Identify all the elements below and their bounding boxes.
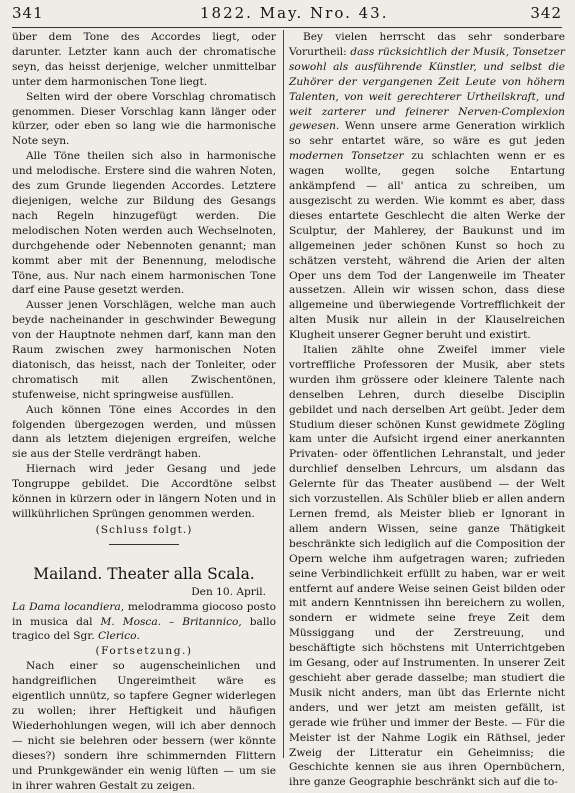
composer-name: M. Mosca [100, 615, 158, 628]
header-rule [12, 27, 562, 28]
section-title: Mailand. Theater alla Scala. [33, 564, 255, 583]
report-date: Den 10. April. [191, 585, 266, 598]
to-be-concluded-note: (Schluss folgt.) [95, 523, 193, 536]
right-paragraph-2: Italien zählte ohne Zweifel immer viele vortreffliche Professoren der Musik, aber stets wurden ihm grössere oder kleinere Talente nach denselben Lehren, durch dieselbe Disciplin gebildet und nach derselben Art geübt. Jeder dem Studium dieser schönen Kunst gewidmete Zögling kam unter die Aufsicht irgend einer anerkannten Privaten- oder öffentlichen Lehranstalt, und jeder durchlief denselben Lehrcurs, um alsdann das Gelernte für das Theater ausübend — der Welt sich vorzustellen. Als Schüler blieb er allen andern Lernen fremd, als Meister blieb er Ignorant in allem andern Wissen, seine ganze Thätigkeit beschränkte sich lediglich auf die Composition der Opern welche ihm aufgetragen waren; zufrieden seine Verbindlichkeit erfüllt zu haben, war er weit entfernt auf andere Weise seinen Geist bilden oder mit andern Kenntnissen ihn bereichern zu wollen, sondern er widmete seine freye Zeit dem Müssiggang und der Zerstreuung, und beschäftigte sich höchstens mit Unterrichtgeben im Gesang, oder auf Instrumenten. In unserer Zeit geschieht aber gerade dasselbe; man studiert die Musik nicht anders, man übt das Erlernte nicht anders, und wer jetzt am meisten gefällt, ist gerade wie früher und immer der Beste. — Für die Meister ist der Nahme Logik ein Räthsel, jeder Zweig der Litteratur ein Geheimniss; die Geschichte kennen sie aus ihren Opernbüchern, ihre ganze Geographie beschränkt sich auf die to- [289, 344, 565, 789]
left-paragraph-5: Auch können Töne eines Accordes in den folgenden übergezogen werden, und müssen dann als letztem diejenigen ergreifen, welche sie aus der Stelle verdrängt haben. [12, 403, 276, 461]
program-listing [12, 600, 276, 645]
right-p1-middle: Wenn unsere arme Generation wirklich so sehr entartet wäre, so wäre es gut jeden [289, 120, 565, 148]
opera-title: La Dama locandiera [12, 600, 121, 613]
left-paragraph-4: Ausser jenen Vorschlägen, welche man auch beyde nacheinander in geschwinder Bewegung von der Hauptnote nehmen darf, kann man den Raum zwischen zwey harmonischen Noten diatonisch, das heisst, nach der Tonleiter, oder chromatisch mit allen Zwischentönen, stufenweise, nicht springweise ausfüllen. [12, 299, 276, 401]
right-p1-intro: Bey vielen herrscht das sehr sonderbare Vorurtheil: [289, 31, 565, 58]
left-paragraph-2: Selten wird der obere Vorschlag chromatisch genommen. Dieser Vorschlag kann länger oder kürzer, oder eben so lang wie die harmonische Note seyn. [12, 90, 276, 148]
left-paragraph-6: Hiernach wird jeder Gesang und jede Tongruppe gebildet. Die Accordtöne selbst können in kürzern oder in längern Noten und in willkührlichen Sprüngen genommen werden. [12, 463, 276, 520]
program-end: . [136, 630, 140, 643]
left-paragraph-3: Alle Töne theilen sich also in harmonische und melodische. Erstere sind die wahren Noten, des zum Grunde liegenden Accordes. Letztere diejenigen, welche zur Bildung des Gesangs nach Regeln hinzugefügt werden. Die melodischen Noten werden auch Wechselnoten, durchgehende oder Nebennoten genannt; man kommt aber mit der Benennung, melodische Töne, aus. Nur nach einem harmonischen Tone darf eine Pause gesetzt werden. [12, 150, 276, 297]
column-divider [283, 30, 284, 758]
page-header [12, 4, 562, 26]
right-p1-prejudice: dass rücksichtlich der Musik, Tonsetzer sowohl als ausführende Künstler, und selbst die Zuhörer der vergangenen Zeit Leute von höhern Talenten, von weit gerechterer Urtheilskraft, und weit zarterer und feinerer Nerven-Complexion gewesen. [289, 45, 565, 133]
choreographer-name: Clerico [97, 630, 137, 643]
right-p1-rest: zu schlachten wenn er es wagen wollte, gegen solche Entartung ankämpfend — all' antica zu schreiben, um ausgezischt zu werden. Wie kommt es aber, dass dieses entartete Geschlecht die alten Werke der Sculptur, der Mahlerey, der Baukunst und im allgemeinen jeder schönen Kunst so hoch zu schätzen versteht, während die Arien der alten Oper uns dem Tod der Langenweile im Theater aussetzen. Allein wir wissen schon, dass diese allgemeine und überwiegende Vortrefflichkeit der alten Musik nur allein in der Klauselreichen Klugheit unserer Gegner beruht und existirt. [289, 150, 565, 342]
right-column [289, 30, 565, 789]
page-number-right: 342 [530, 4, 562, 22]
left-paragraph-1: über dem Tone des Accordes liegt, oder darunter. Letzter kann auch der chromatische seyn, das heisst derjenige, welcher unmittelbar unter dem harmonischen Tone liegt. [12, 31, 276, 88]
continued-note: (Fortsetzung.) [95, 645, 193, 658]
opera-genre: , melodramma giocoso posto in musica dal [12, 600, 276, 628]
left-column [12, 30, 276, 792]
ballet-genre: , ballo tragico del Sgr. [12, 615, 276, 643]
page-number-left: 341 [12, 4, 44, 22]
left-paragraph-7: Nach einer so augenscheinlichen und handgreiflichen Ungereimtheit wäre es eigentlich unnütz, so tapfere Gegner widerlegen zu wollen; ihrer Heftigkeit und häufigen Wiederhohlungen wegen, will ich aber dennoch — nicht sie belehren oder bessern (wer könnte dieses?) sondern ihre schimmernden Flittern und Prunkgewänder ein wenig lüften — um sie in ihrer wahren Gestalt zu zeigen. [12, 660, 276, 792]
issue-title: 1822. May. Nro. 43. [200, 4, 389, 22]
right-p1-modern-composer: modernen Tonsetzer [289, 150, 404, 163]
section-separator [109, 544, 179, 545]
ballet-title: Britannico [182, 615, 239, 628]
right-paragraph-1 [289, 30, 565, 343]
program-separator: . – [157, 615, 183, 628]
